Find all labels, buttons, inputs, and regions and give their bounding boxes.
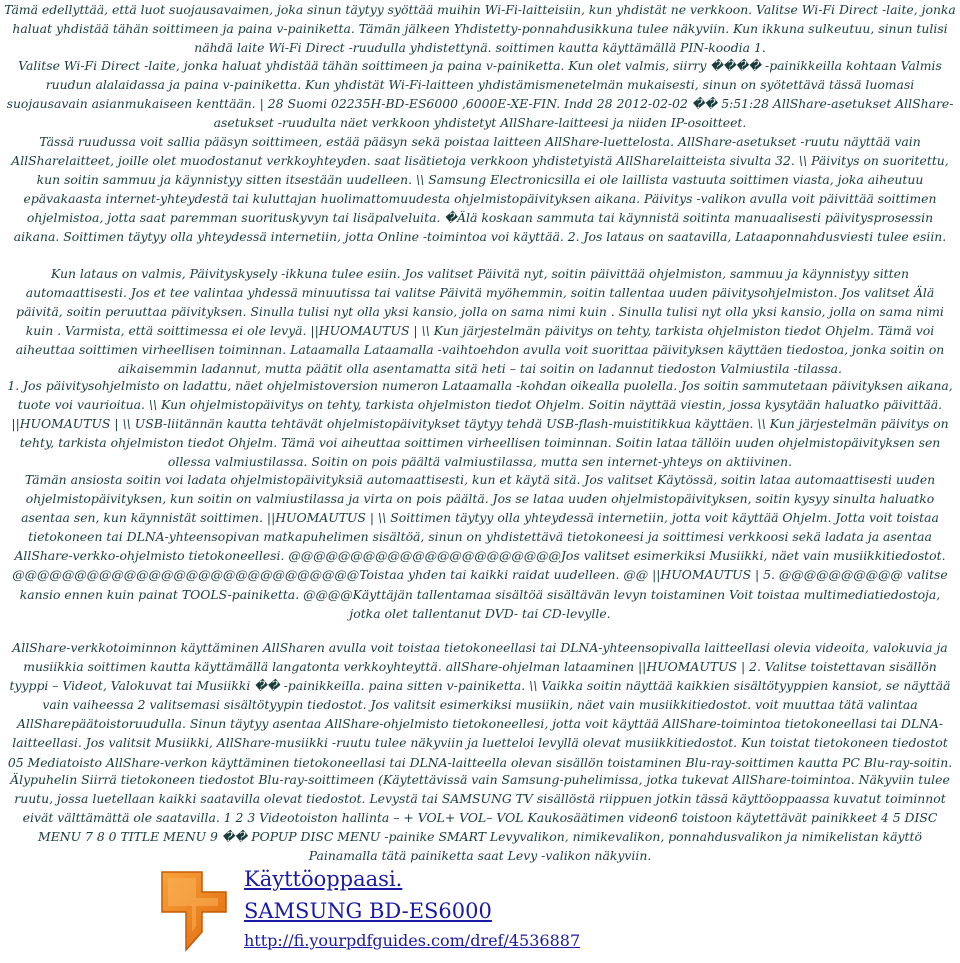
orange-arrow-icon bbox=[156, 862, 236, 956]
model-link[interactable]: SAMSUNG BD-ES6000 bbox=[244, 899, 492, 923]
paragraph-4: Kun lataus on valmis, Päivityskysely -ikkuna tulee esiin. Jos valitset Päivitä nyt, soitin päivittää ohjelmiston, sammuu ja käynnistyy sitten automaattisesti. Jos et tee valintaa yhdessä minuutissa tai valitse Päivitä myöhemmin, soitin tallentaa uuden päivitysohjelmiston. Jos valitset Älä päivitä, soitin peruuttaa päivityksen. Sinulla tulisi nyt olla yksi kansio, jolla on sama nimi kuin . Sinulla tulisi nyt olla yksi kansio, jolla on sama nimi kuin . Varmista, että soittimessa ei ole levyä. ||HUOMAUTUS | \\ Kun järjestelmän päivitys on tehty, tarkista ohjelmiston tiedot Ohjelm. Tämä voi aiheuttaa soittimen virheellisen toiminnan. Lataamalla Lataamalla -vaihtoehdon avulla voit suorittaa päivityksen käyttäen tiedostoa, jonka soitin on aikaisemmin ladannut, mutta päätit olla asentamatta sitä heti – tai soitin on ladannut tiedoston Valmiustila -tilassa. bbox=[15, 266, 945, 377]
paragraph-8: Älypuhelin Siirrä tietokoneen tiedostot Blu-ray-soittimeen (Käytettävissä vain Samsung-puhelimissa, jotka tukevat AllShare-toimintoa. Näkyviin tulee ruutu, jossa luetellaan kaikki saatavilla olevat tiedostot. Levystä tai SAMSUNG TV sisällöstä riippuen jotkin tässä käyttöoppaassa kuvatut toiminnot eivät välttämättä ole saatavilla. 1 2 3 Videotoiston hallinta – + VOL+ VOL– VOL Kaukosäätimen videon6 toistoon käytettävät painikkeet 4 5 DISC MENU 7 8 0 TITLE MENU 9 �� POPUP DISC MENU -painike SMART Levyvalikon, nimikevalikon, ponnahdusvalikon ja nimikelistan käyttö Painamalla tätä painiketta saat Levy -valikon näkyviin. bbox=[10, 772, 950, 864]
guide-link[interactable]: Käyttöoppaasi. bbox=[244, 867, 403, 891]
url-link[interactable]: http://fi.yourpdfguides.com/dref/4536887 bbox=[244, 931, 581, 950]
paragraph-2: Valitse Wi-Fi Direct -laite, jonka haluat yhdistää tähän soittimeen ja paina v-painiketta. Kun olet valmis, siirry ���� -painikkeilla kohtaan Valmis ruudun alalaidassa ja paina v-painiketta. Kun yhdistät Wi-Fi-laitteen yhdistämismenetelmän mukaisesti, sinun on syötettävä tässä luomasi suojausavain asianmukaiseen kenttään. | 28 Suomi 02235H-BD-ES6000 ,6000E-XE-FIN. Indd 28 2012-02-02 �� 5:51:28 AllShare-asetukset AllShare-asetukset -ruudulta näet verkkoon yhdistetyt AllShare-laitteesi ja niiden IP-osoitteet. bbox=[6, 58, 954, 131]
paragraph-3: Tässä ruudussa voit sallia pääsyn soittimeen, estää pääsyn sekä poistaa laitteen AllShare-luettelosta. AllShare-asetukset -ruutu näyttää vain AllSharelaitteet, joille olet muodostanut verkkoyhteyden. saat lisätietoja verkkoon yhdistetyistä AllSharelaitteista sivulta 32. \\ Päivitys on suoritettu, kun soitin sammuu ja käynnistyy sitten itsestään uudelleen. \\ Samsung Electronicsilla ei ole laillista vastuuta soittimen viasta, joka aiheutuu epävakaasta internet-yhteydestä tai kuluttajan huolimattomuudesta ohjelmistopäivityksen aikana. Päivitys -valikon avulla voit päivittää soittimen ohjelmistoa, jotta saat paremman suorituskyvyn tai lisäpalveluita. �Älä koskaan sammuta tai käynnistä soitinta manuaalisesti päivitysprosessin aikana. Soittimen täytyy olla yhteydessä internetiin, jotta Online -toimintoa voi käyttää. 2. Jos lataus on saatavilla, Lataaponnahdusviesti tulee esiin. bbox=[11, 134, 949, 245]
paragraph-7: AllShare-verkkotoiminnon käyttäminen AllSharen avulla voit toistaa tietokoneellasi tai DLNA-yhteensopivalla laitteellasi olevia videoita, valokuvia ja musiikkia soittimen kautta käyttämällä langatonta verkkoyhteyttä. allShare-ohjelman lataaminen ||HUOMAUTUS | 2. Valitse toistettavan sisällön tyyppi – Videot, Valokuvat tai Musiikki �� -painikkeilla. paina sitten v-painiketta. \\ Vaikka soitin näyttää kaikkien sisältötyyppien kansiot, se näyttää vain vaiheessa 2 valitsemasi sisältötyypin tiedostot. Jos valitsit esimerkiksi musiikin, näet vain musiikkitiedostot. voit muuttaa tätä valintaa AllSharepäätoistoruudulla. Sinun täytyy asentaa AllShare-ohjelmisto tietokoneellesi, jotta voit käyttää AllShare-toimintoa tietokoneellasi tai DLNA-laitteellasi. Jos valitsit Musiikki, AllShare-musiikki -ruutu tulee näkyviin ja luetteloi levyllä olevat musiikkitiedostot. Kun toistat tietokoneen tiedostot 05 Mediatoisto AllShare-verkon käyttäminen tietokoneellasi tai DLNA-laitteella olevan sisällön toistaminen Blu-ray-soittimen kautta PC Blu-ray-soitin. bbox=[7, 640, 953, 770]
paragraph-1: Tämä edellyttää, että luot suojausavaimen, joka sinun täytyy syöttää muihin Wi-Fi-laitteisiin, kun yhdistät ne verkkoon. Valitse Wi-Fi Direct -laite, jonka haluat yhdistää tähän soittimeen ja paina v-painiketta. Tämän jälkeen Yhdistetty-ponnahdusikkuna tulee näkyviin. Kun ikkuna sulkeutuu, sinun tulisi nähdä laite Wi-Fi Direct -ruudulla yhdistettynä. soittimen kautta käyttämällä PIN-koodia 1. bbox=[4, 2, 956, 56]
paragraph-6: Tämän ansiosta soitin voi ladata ohjelmistopäivityksiä automaattisesti, kun et käytä sitä. Jos valitset Käytössä, soitin lataa automaattisesti uuden ohjelmistopäivityksen, kun soitin on valmiustilassa ja virta on pois päältä. Jos se lataa uuden ohjelmistopäivityksen, soitin kysyy sinulta haluatko asentaa sen, kun käynnistät soittimen. ||HUOMAUTUS | \\ Soittimen täytyy olla yhteydessä internetiin, jotta voit käyttää Ohjelm. Jotta voit toistaa tietokoneen tai DLNA-yhteensopivan matkapuhelimen sisältöä, sinun on yhdistettävä tietokoneesi ja soittimesi verkkoosi sekä ladata ja asentaa AllShare-verkko-ohjelmisto tietokoneellesi. @@@@@@@@@@@@@@@@@@@@@@Jos valitset esimerkiksi Musiikki, näet vain musiikkitiedostot. @@@@@@@@@@@@@@@@@@@@@@@@@@@@Toistaa yhden tai kaikki raidat uudelleen. @@ ||HUOMAUTUS | 5. @@@@@@@@@@ valitse kansio ennen kuin painat TOOLS-painiketta. @@@@Käyttäjän tallentamaa sisältöä sisältävän levyn toistaminen Voit toistaa multimediatiedostoja, jotka olet tallentanut DVD- tai CD-levylle. bbox=[12, 472, 948, 621]
footer-links bbox=[244, 864, 580, 952]
paragraph-5: 1. Jos päivitysohjelmisto on ladattu, näet ohjelmistoversion numeron Lataamalla -kohdan oikealla puolella. Jos soitin sammutetaan päivityksen aikana, tuote voi vaurioitua. \\ Kun ohjelmistopäivitys on tehty, tarkista ohjelmiston tiedot Ohjelm. Soitin näyttää viestin, jossa kysytään haluatko päivittää. ||HUOMAUTUS | \\ USB-liitännän kautta tehtävät ohjelmistopäivitykset täytyy tehdä USB-flash-muistitikkua käyttäen. \\ Kun järjestelmän päivitys on tehty, tarkista ohjelmiston tiedot Ohjelm. Tämä voi aiheuttaa soittimen virheellisen toiminnan. Soitin lataa tällöin uuden ohjelmistopäivityksen sen ollessa valmiustilassa. Soitin on pois päältä valmiustilassa, mutta sen internet-yhteys on aktiivinen. bbox=[7, 378, 953, 470]
